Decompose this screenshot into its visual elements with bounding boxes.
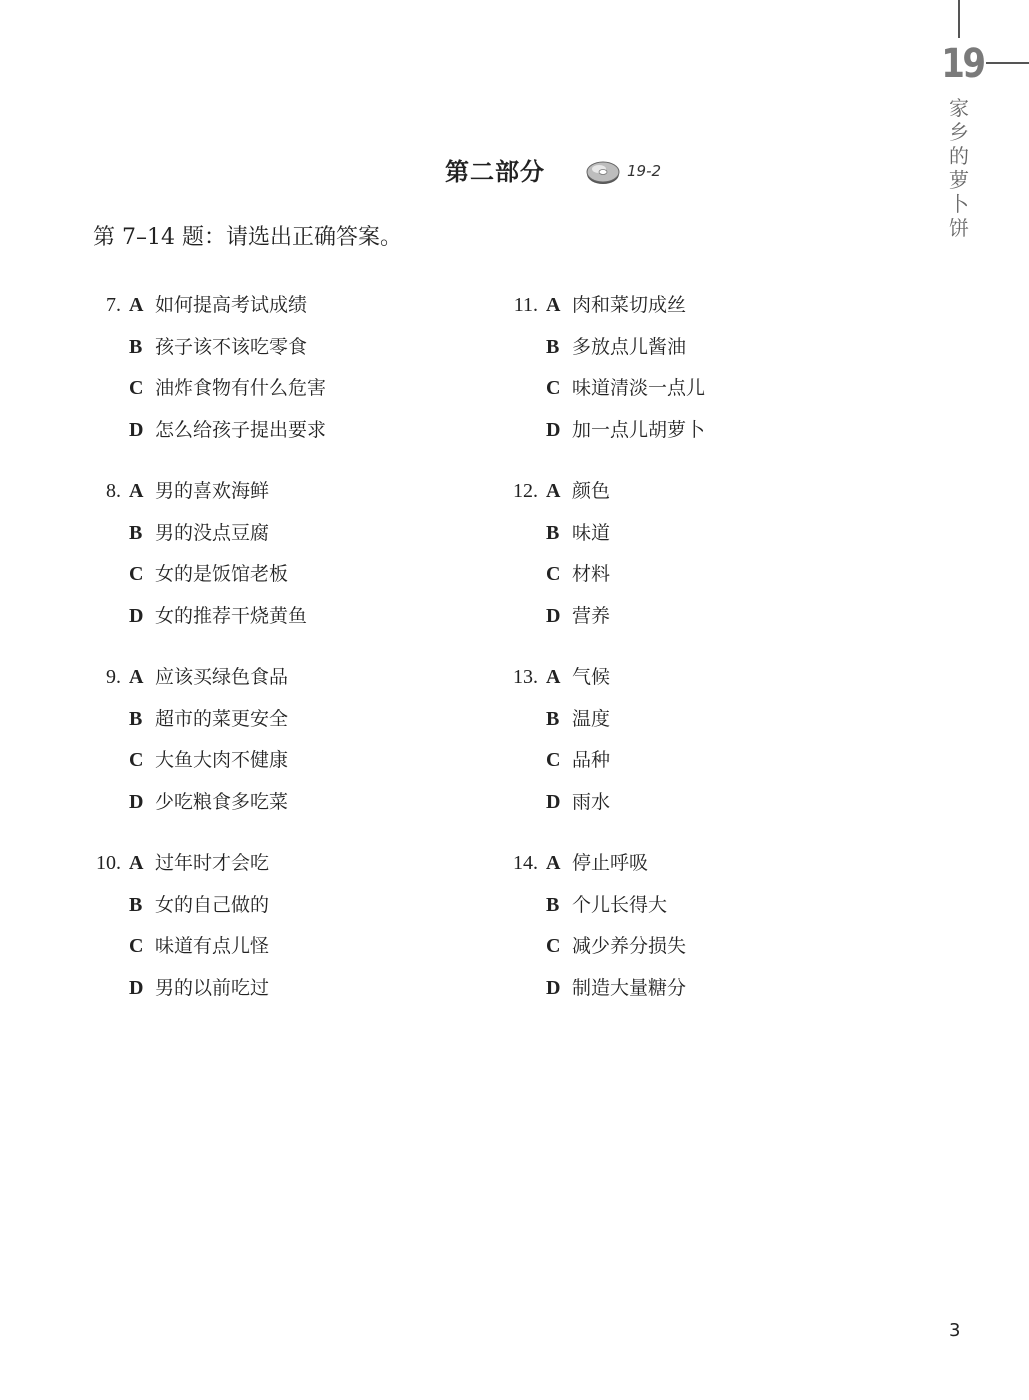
option-text: 过年时才会吃 [155,852,270,874]
option-text: 味道 [572,522,611,544]
option-letter: C [546,935,561,957]
question-number: 7. [106,294,121,316]
option-letter: A [129,852,144,874]
question-number: 9. [106,666,121,688]
question-13 [510,662,890,832]
question-number: 14. [513,852,538,874]
cd-audio-icon [585,159,621,185]
page-number: 3 [949,1320,961,1341]
question-number: 13. [513,666,538,688]
option-letter: B [129,708,143,730]
option-letter: A [546,294,561,316]
part-title: 第二部分 [445,158,545,186]
tab-divider-horizontal [986,62,1029,64]
option-text: 怎么给孩子提出要求 [155,419,327,441]
tab-divider-vertical [958,0,960,38]
option-text: 颜色 [572,480,611,502]
option-letter: C [129,749,144,771]
option-text: 雨水 [572,791,611,813]
option-text: 男的没点豆腐 [155,522,270,544]
question-10 [93,848,473,1018]
option-letter: D [546,791,561,813]
option-text: 油炸食物有什么危害 [155,377,327,399]
option-letter: A [129,480,144,502]
option-letter: A [546,666,561,688]
option-text: 多放点儿酱油 [572,336,687,358]
option-text: 大鱼大肉不健康 [155,749,289,771]
option-letter: A [546,852,561,874]
option-letter: D [129,791,144,813]
option-text: 孩子该不该吃零食 [155,336,308,358]
option-text: 减少养分损失 [572,935,687,957]
option-letter: B [546,336,560,358]
option-letter: B [129,522,143,544]
option-letter: C [129,377,144,399]
lesson-title: 家乡的萝卜饼 [949,96,969,240]
option-text: 气候 [572,666,611,688]
option-letter: D [129,605,144,627]
option-text: 品种 [572,749,611,771]
question-number: 8. [106,480,121,502]
option-letter: C [129,935,144,957]
option-text: 制造大量糖分 [572,977,687,999]
audio-track-label: 19-2 [627,162,662,180]
option-text: 男的以前吃过 [155,977,270,999]
option-letter: B [129,336,143,358]
option-text: 温度 [572,708,611,730]
option-text: 少吃粮食多吃菜 [155,791,289,813]
option-text: 个儿长得大 [572,894,668,916]
option-letter: D [546,977,561,999]
question-12 [510,476,890,646]
option-text: 女的自己做的 [155,894,270,916]
option-text: 加一点儿胡萝卜 [572,419,706,441]
option-letter: B [546,894,560,916]
question-11 [510,290,890,460]
option-letter: A [129,294,144,316]
question-7 [93,290,473,460]
option-text: 女的推荐干烧黄鱼 [155,605,308,627]
option-text: 味道清淡一点儿 [572,377,706,399]
option-letter: D [546,419,561,441]
question-9 [93,662,473,832]
option-letter: C [546,563,561,585]
option-text: 应该买绿色食品 [155,666,289,688]
question-number: 12. [513,480,538,502]
option-letter: A [129,666,144,688]
question-number: 11. [513,294,538,316]
option-letter: C [546,749,561,771]
option-text: 营养 [572,605,611,627]
option-letter: C [546,377,561,399]
question-number: 10. [96,852,121,874]
option-text: 超市的菜更安全 [155,708,289,730]
option-text: 女的是饭馆老板 [155,563,289,585]
option-text: 停止呼吸 [572,852,649,874]
option-letter: B [129,894,143,916]
option-letter: A [546,480,561,502]
option-letter: D [129,977,144,999]
instructions: 第 7–14 题：请选出正确答案。 [93,225,402,250]
option-letter: B [546,522,560,544]
option-text: 味道有点儿怪 [155,935,270,957]
option-text: 男的喜欢海鲜 [155,480,270,502]
option-letter: B [546,708,560,730]
option-text: 如何提高考试成绩 [155,294,308,316]
option-letter: D [129,419,144,441]
question-14 [510,848,890,1018]
question-8 [93,476,473,646]
option-letter: D [546,605,561,627]
lesson-number: 19 [941,41,984,87]
option-text: 材料 [572,563,611,585]
option-letter: C [129,563,144,585]
option-text: 肉和菜切成丝 [572,294,687,316]
